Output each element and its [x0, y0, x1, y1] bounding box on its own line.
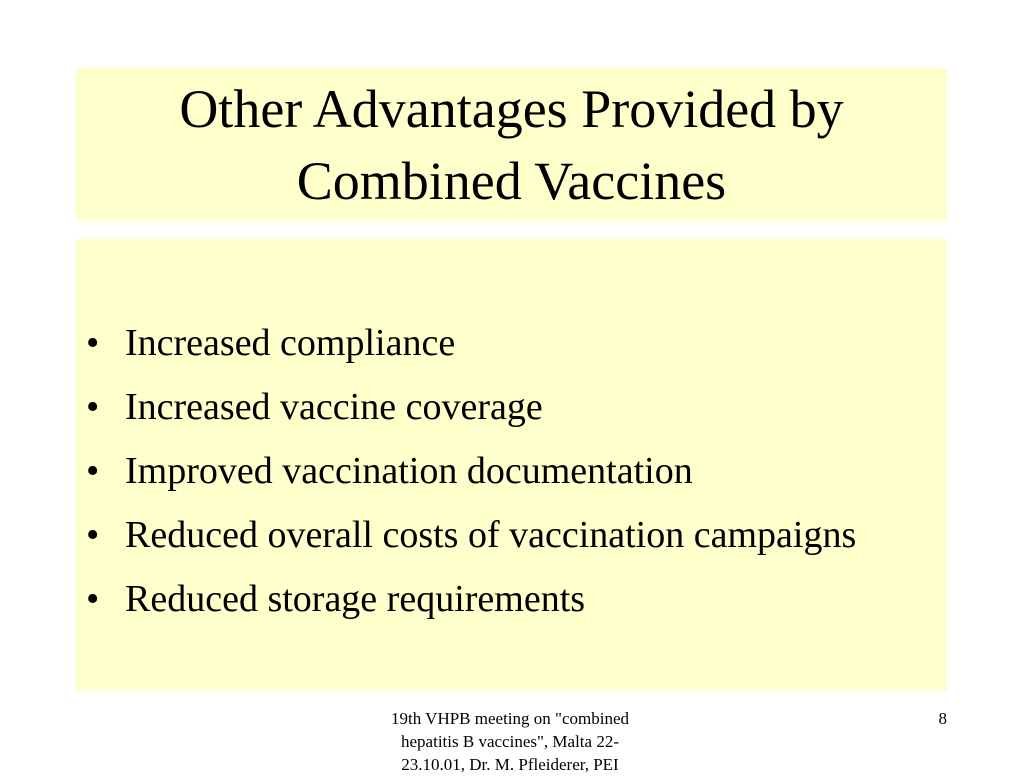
- bullet-item: [86, 509, 926, 561]
- bullet-icon: •: [86, 386, 100, 428]
- bullet-icon: •: [86, 514, 100, 556]
- footer-text: [340, 707, 680, 776]
- bullet-list: [86, 317, 926, 637]
- content-box: [76, 239, 947, 691]
- bullet-text: Reduced overall costs of vaccination campaigns: [125, 514, 857, 556]
- bullet-icon: •: [86, 322, 100, 364]
- bullet-item: [86, 317, 926, 369]
- slide-title: [102, 73, 922, 217]
- title-box: [76, 68, 947, 221]
- bullet-text: Improved vaccination documentation: [125, 450, 693, 492]
- footer-line: 19th VHPB meeting on "combined: [391, 709, 629, 728]
- slide-title-line: Other Advantages Provided by: [179, 78, 844, 139]
- bullet-text: Increased vaccine coverage: [125, 386, 543, 428]
- bullet-item: [86, 573, 926, 625]
- bullet-icon: •: [86, 578, 100, 620]
- bullet-text: Increased compliance: [125, 322, 456, 364]
- footer-line: hepatitis B vaccines", Malta 22-: [401, 732, 619, 751]
- bullet-item: [86, 445, 926, 497]
- bullet-text: Reduced storage requirements: [125, 578, 586, 620]
- footer-line: 23.10.01, Dr. M. Pfleiderer, PEI: [401, 755, 619, 774]
- bullet-item: [86, 381, 926, 433]
- page-number: 8: [938, 709, 947, 728]
- bullet-icon: •: [86, 450, 100, 492]
- slide-title-line: Combined Vaccines: [296, 150, 727, 211]
